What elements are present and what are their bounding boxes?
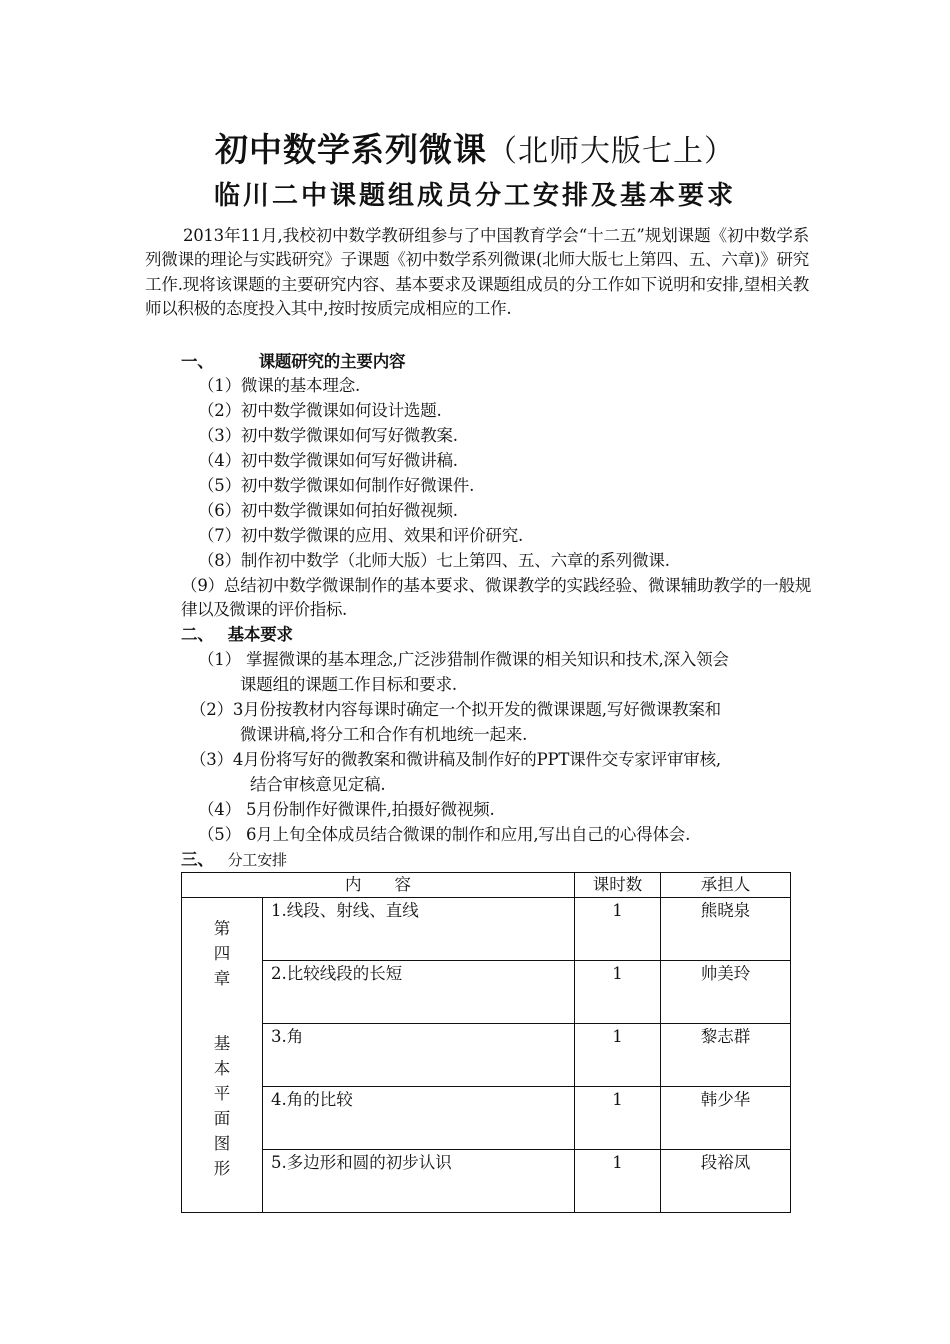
- title-main: 初中数学系列微课: [215, 130, 487, 169]
- table-row: [182, 1087, 791, 1150]
- content-item-8: （8）制作初中数学（北师大版）七上第四、五、六章的系列微课.: [198, 551, 670, 570]
- content-item-9: [181, 574, 811, 622]
- chapter-char: 本: [213, 1059, 231, 1078]
- row-hours: 1: [575, 1087, 661, 1150]
- title-edition: （北师大版七上）: [487, 134, 735, 169]
- chapter-char: 四: [213, 944, 231, 963]
- table-row: [182, 898, 791, 961]
- requirement-1-line2: 课题组的课题工作目标和要求.: [240, 675, 457, 694]
- content-item-6: （6）初中数学微课如何拍好微视频.: [198, 501, 458, 520]
- document-title: [0, 126, 950, 176]
- chapter-char: 图: [213, 1134, 231, 1153]
- row-hours: 1: [575, 1024, 661, 1087]
- requirement-2-line1: （2）3月份按教材内容每课时确定一个拟开发的微课课题,写好微课教案和: [190, 700, 721, 719]
- row-content: 2.比较线段的长短: [263, 961, 575, 1024]
- row-content: 1.线段、射线、直线: [263, 898, 575, 961]
- requirement-5: （5） 6月上旬全体成员结合微课的制作和应用,写出自己的心得体会.: [198, 825, 691, 844]
- requirement-1-line1: （1） 掌握微课的基本理念,广泛涉猎制作微课的相关知识和技术,深入领会: [198, 650, 729, 669]
- section3-number: 三、: [181, 850, 214, 869]
- chapter-char: 面: [213, 1109, 231, 1128]
- row-hours: 1: [575, 898, 661, 961]
- table-row: [182, 1024, 791, 1087]
- content-item-3: （3）初中数学微课如何写好微教案.: [198, 426, 458, 445]
- header-hours: 课时数: [575, 873, 661, 898]
- table-row: [182, 961, 791, 1024]
- section1-number: 一、: [181, 352, 214, 371]
- chapter-char: 形: [213, 1159, 231, 1178]
- requirement-3-line1: （3）4月份将写好的微教案和微讲稿及制作好的PPT课件交专家评审审核,: [190, 750, 721, 769]
- row-content: 3.角: [263, 1024, 575, 1087]
- section3-title: 分工安排: [227, 851, 287, 869]
- row-person: 段裕凤: [661, 1150, 791, 1213]
- chapter-char: 章: [213, 969, 231, 988]
- requirement-2-line2: 微课讲稿,将分工和合作有机地统一起来.: [240, 725, 528, 744]
- row-person: 帅美玲: [661, 961, 791, 1024]
- section2-heading: [181, 623, 293, 647]
- chapter-cell: [182, 898, 263, 1213]
- row-content: 4.角的比较: [263, 1087, 575, 1150]
- header-content: 内 容: [182, 873, 575, 898]
- content-item-1: （1）微课的基本理念.: [198, 376, 361, 395]
- row-content: 5.多边形和圆的初步认识: [263, 1150, 575, 1213]
- document-subtitle: 临川二中课题组成员分工安排及基本要求: [213, 181, 736, 211]
- table-row: [182, 1150, 791, 1213]
- chapter-char: 平: [213, 1084, 231, 1103]
- table-header-row: [182, 873, 791, 898]
- section2-number: 二、: [181, 625, 214, 644]
- content-item-7: （7）初中数学微课的应用、效果和评价研究.: [198, 526, 524, 545]
- section1-heading: [181, 350, 405, 374]
- content-item-4: （4）初中数学微课如何写好微讲稿.: [198, 451, 458, 470]
- section2-title: 基本要求: [227, 625, 293, 644]
- chapter-char: 第: [213, 919, 231, 938]
- row-hours: 1: [575, 961, 661, 1024]
- content-item-2: （2）初中数学微课如何设计选题.: [198, 401, 442, 420]
- header-person: 承担人: [661, 873, 791, 898]
- assignment-table: [181, 872, 791, 1213]
- chapter-char: 基: [213, 1034, 231, 1053]
- row-person: 黎志群: [661, 1024, 791, 1087]
- row-person: 熊晓泉: [661, 898, 791, 961]
- content-item-9-text: （9）总结初中数学微课制作的基本要求、微课教学的实践经验、微课辅助教学的一般规律以及微课的评价指标.: [181, 576, 811, 619]
- requirement-4: （4） 5月份制作好微课件,拍摄好微视频.: [198, 800, 495, 819]
- intro-paragraph: 2013年11月,我校初中数学教研组参与了中国教育学会“十二五”规划课题《初中数学系列微课的理论与实践研究》子课题《初中数学系列微课(北师大版七上第四、五、六章)》研究工作.现将该课题的主要研究内容、基本要求及课题组成员的分工作如下说明和安排,望相关教师以积极的态度投入其中,按时按质完成相应的工作.: [145, 226, 809, 319]
- requirement-3-line2: 结合审核意见定稿.: [250, 775, 386, 794]
- content-item-5: （5）初中数学微课如何制作好微课件.: [198, 476, 475, 495]
- row-person: 韩少华: [661, 1087, 791, 1150]
- section3-heading: [181, 848, 287, 872]
- row-hours: 1: [575, 1150, 661, 1213]
- section1-title: 课题研究的主要内容: [258, 352, 406, 371]
